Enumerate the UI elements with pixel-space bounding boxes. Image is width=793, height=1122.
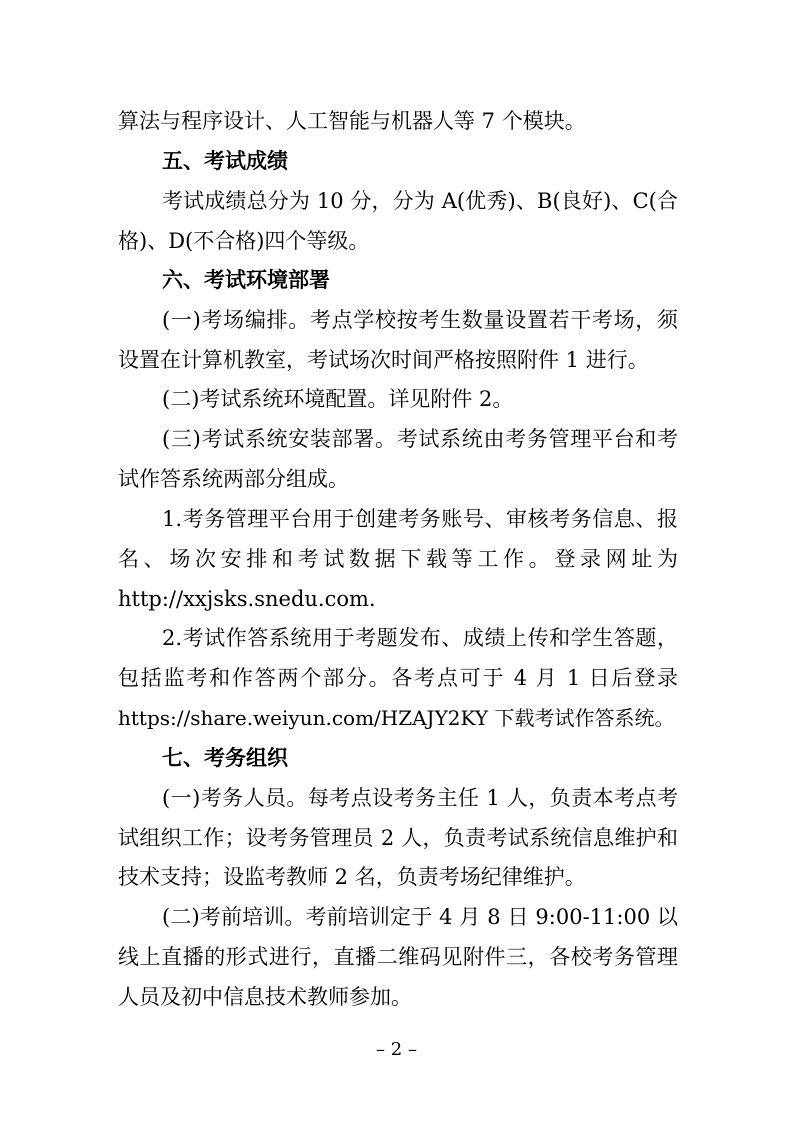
text-line: 试组织工作；设考务管理员 2 人，负责考试系统信息维护和 [118, 826, 678, 850]
text-line: (三)考试系统安装部署。考试系统由考务管理平台和考 [162, 427, 678, 451]
text-line: 包括监考和作答两个部分。各考点可于 4 月 1 日后登录 [118, 666, 678, 690]
text-line: (一)考务人员。每考点设考务主任 1 人，负责本考点考 [162, 786, 678, 810]
text-line: (二)考前培训。考前培训定于 4 月 8 日 9:00-11:00 以 [162, 905, 678, 929]
text-line: 试作答系统两部分组成。 [118, 467, 349, 491]
section-heading-7: 七、考务组织 [162, 746, 288, 770]
text-line: 技术支持；设监考教师 2 名，负责考场纪律维护。 [118, 865, 586, 889]
url-line: https://share.weiyun.com/HZAJY2KY 下载考试作答系统。 [118, 706, 675, 730]
text-line: 1.考务管理平台用于创建考务账号、审核考务信息、报 [162, 507, 678, 531]
page-number: – 2 – [376, 1039, 417, 1060]
text-line: 考试成绩总分为 10 分，分为 A(优秀)、B(良好)、C(合 [162, 189, 678, 213]
text-line: 人员及初中信息技术教师参加。 [118, 985, 412, 1009]
text-line: 格)、D(不合格)四个等级。 [118, 229, 370, 253]
text-line: (一)考场编排。考点学校按考生数量设置若干考场，须 [162, 308, 678, 332]
text-line: 2.考试作答系统用于考题发布、成绩上传和学生答题， [162, 626, 678, 650]
section-heading-5: 五、考试成绩 [162, 149, 288, 173]
text-line: 线上直播的形式进行，直播二维码见附件三，各校考务管理 [118, 945, 678, 969]
text-line: 设置在计算机教室，考试场次时间严格按照附件 1 进行。 [118, 348, 649, 372]
text-line: 算法与程序设计、人工智能与机器人等 7 个模块。 [118, 109, 586, 133]
text-line: (二)考试系统环境配置。详见附件 2。 [162, 387, 514, 411]
text-line: 名、场次安排和考试数据下载等工作。登录网址为 [118, 547, 678, 571]
section-heading-6: 六、考试环境部署 [162, 268, 330, 292]
url-line: http://xxjsks.snedu.com. [118, 587, 376, 611]
